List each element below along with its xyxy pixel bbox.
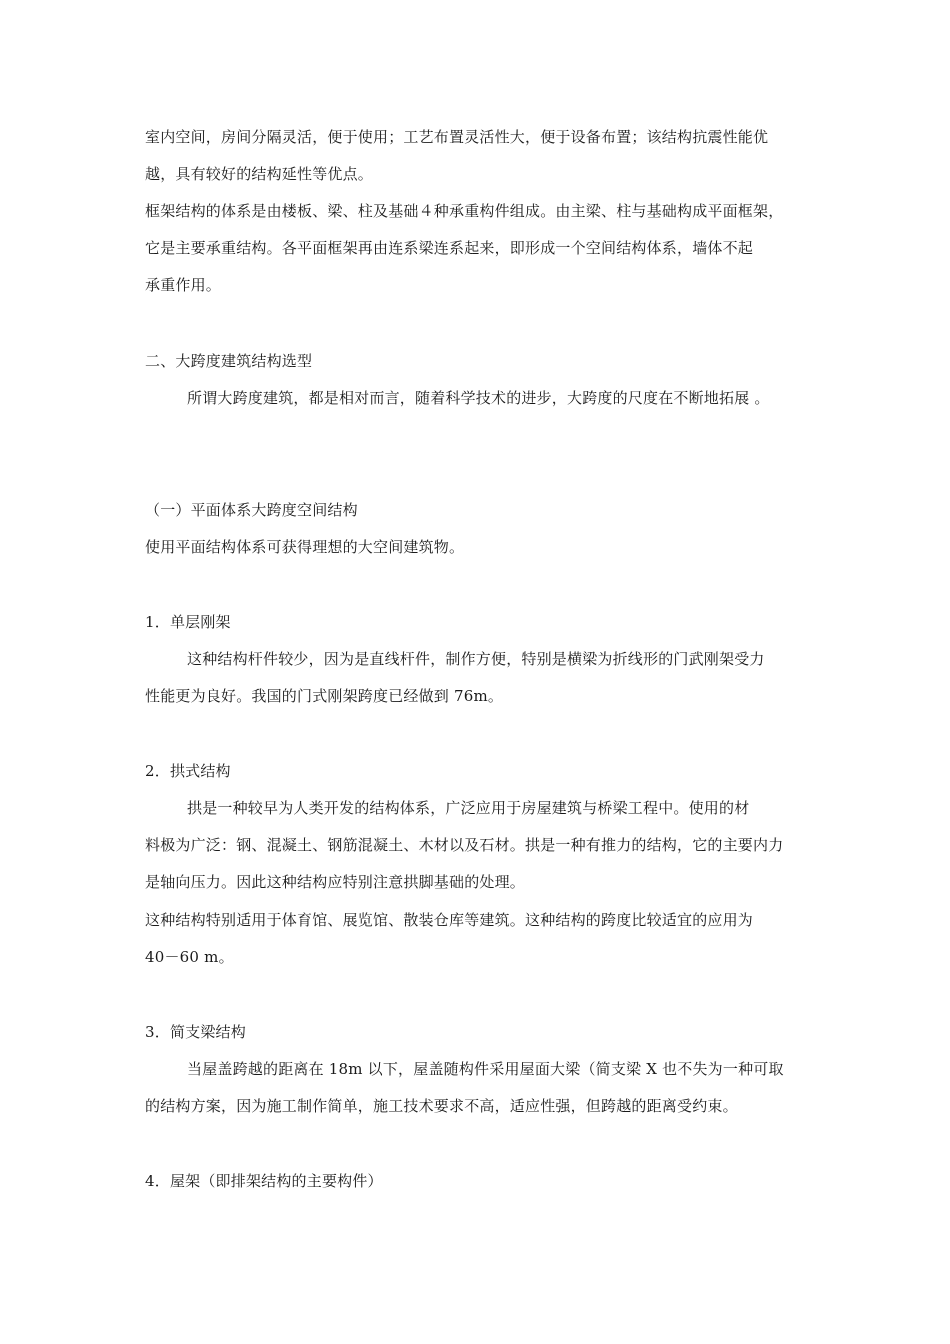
paragraph-line: 40－60 m。	[145, 948, 234, 966]
section-heading: 二、大跨度建筑结构选型	[145, 352, 313, 370]
paragraph-line: 承重作用。	[145, 276, 222, 294]
paragraph-line: 当屋盖跨越的距离在 18m 以下，屋盖随构件采用屋面大梁（简支梁 X 也不失为一种可取	[187, 1060, 784, 1078]
paragraph-line: 性能更为良好。我国的门式刚架跨度已经做到 76m。	[145, 687, 504, 705]
paragraph-line: 越，具有较好的结构延性等优点。	[145, 165, 374, 183]
paragraph-line: 拱是一种较早为人类开发的结构体系，广泛应用于房屋建筑与桥梁工程中。使用的材	[187, 799, 750, 817]
paragraph-line: 这种结构杆件较少，因为是直线杆件，制作方便，特别是横梁为折线形的门武刚架受力	[187, 650, 765, 668]
subsection-heading: （一）平面体系大跨度空间结构	[145, 501, 358, 519]
paragraph-line: 料极为广泛：钢、混凝土、钢筋混凝土、木材以及石材。拱是一种有推力的结构，它的主要内力	[145, 836, 784, 854]
item-heading: 4．屋架（即排架结构的主要构件）	[145, 1172, 383, 1190]
paragraph-line: 室内空间，房间分隔灵活，便于使用；工艺布置灵活性大，便于设备布置；该结构抗震性能优	[145, 128, 769, 146]
paragraph-line: 框架结构的体系是由楼板、梁、柱及基础４种承重构件组成。由主梁、柱与基础构成平面框架，	[145, 202, 784, 220]
paragraph-line: 所谓大跨度建筑，都是相对而言，随着科学技术的进步，大跨度的尺度在不断地拓展 。	[187, 389, 770, 407]
item-heading: 3．简支梁结构	[145, 1023, 246, 1041]
paragraph-line: 这种结构特别适用于体育馆、展览馆、散装仓库等建筑。这种结构的跨度比较适宜的应用为	[145, 911, 754, 929]
item-heading: 1．单层刚架	[145, 613, 231, 631]
paragraph-line: 是轴向压力。因此这种结构应特别注意拱脚基础的处理。	[145, 873, 526, 891]
paragraph-line: 的结构方案，因为施工制作简单，施工技术要求不高，适应性强，但跨越的距离受约束。	[145, 1097, 738, 1115]
paragraph-line: 使用平面结构体系可获得理想的大空间建筑物。	[145, 538, 465, 556]
item-heading: 2．拱式结构	[145, 762, 231, 780]
paragraph-line: 它是主要承重结构。各平面框架再由连系梁连系起来，即形成一个空间结构体系，墙体不起	[145, 239, 754, 257]
